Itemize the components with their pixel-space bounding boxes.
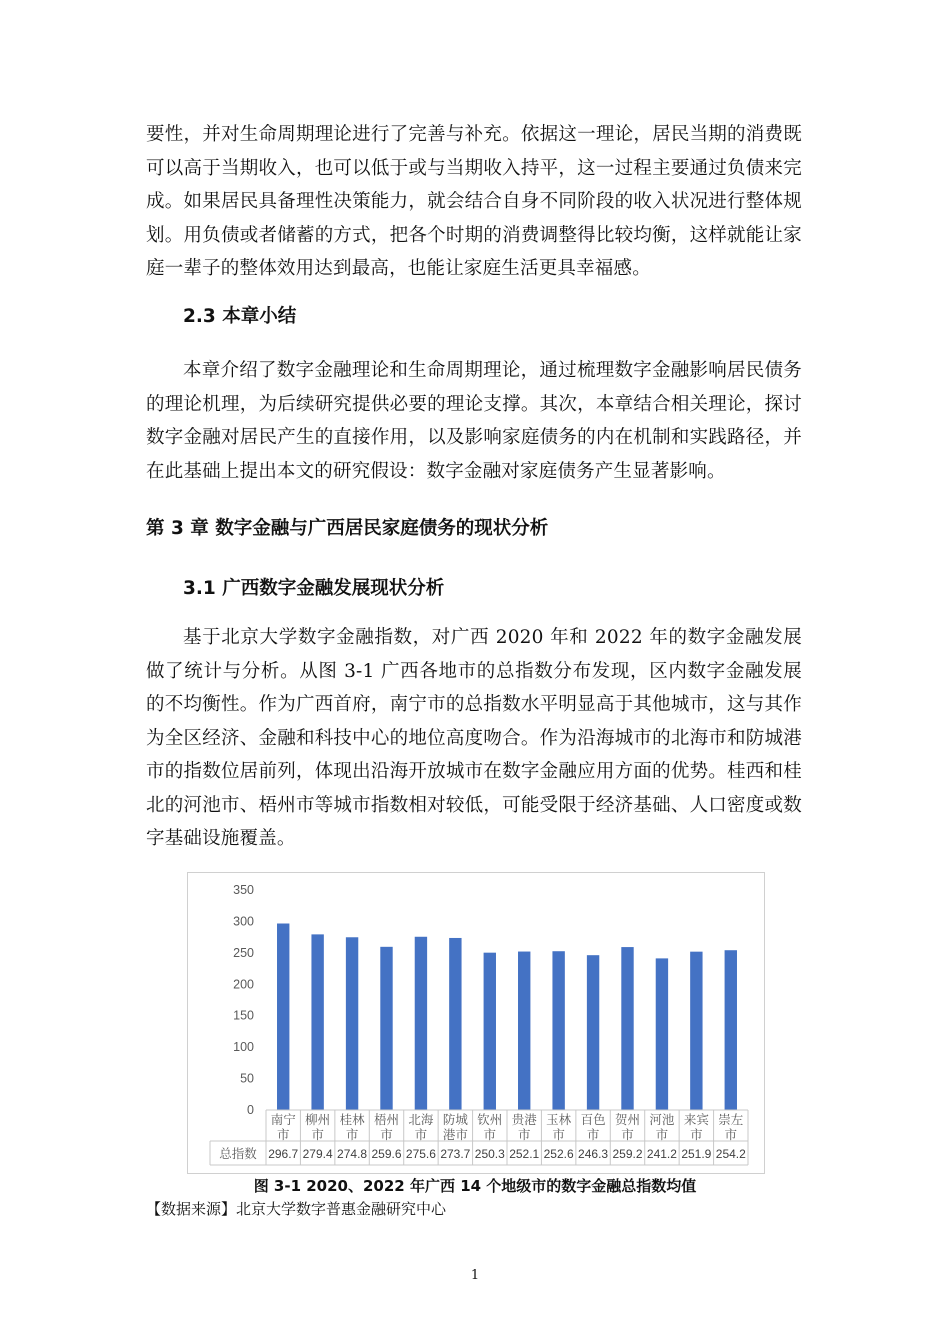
table-value-1: 279.4 bbox=[302, 1147, 333, 1161]
table-value-12: 251.9 bbox=[681, 1147, 712, 1161]
category-label-13-line-1: 市 bbox=[724, 1127, 738, 1142]
category-label-9-line-1: 市 bbox=[586, 1127, 600, 1142]
bar-3 bbox=[380, 947, 392, 1110]
table-value-11: 241.2 bbox=[646, 1147, 677, 1161]
bar-4 bbox=[415, 937, 427, 1110]
data-source-note: 【数据来源】北京大学数字普惠金融研究中心 bbox=[146, 1200, 447, 1218]
page-number: 1 bbox=[470, 1268, 480, 1283]
bar-11 bbox=[656, 958, 668, 1110]
category-label-3-line-0: 梧州 bbox=[373, 1112, 400, 1127]
paragraph-chapter-summary: 本章介绍了数字金融理论和生命周期理论，通过梳理数字金融影响居民债务的理论机理，为后续研究提供必要的理论支撑。其次，本章结合相关理论，探讨数字金融对居民产生的直接作用，以及影响家庭债务的内在机制和实践路径，并在此基础上提出本文的研究假设：数字金融对家庭债务产生显著影响。 bbox=[146, 360, 802, 482]
bar-5 bbox=[449, 938, 461, 1110]
bar-10 bbox=[621, 947, 633, 1110]
y-tick-label-5: 250 bbox=[233, 945, 254, 960]
bar-9 bbox=[587, 955, 599, 1110]
table-value-13: 254.2 bbox=[715, 1147, 746, 1161]
y-tick-label-4: 200 bbox=[233, 977, 254, 992]
category-label-11-line-1: 市 bbox=[655, 1127, 669, 1142]
category-label-1-line-1: 市 bbox=[311, 1127, 324, 1142]
bar-chart-svg bbox=[188, 873, 764, 1173]
category-label-10-line-1: 市 bbox=[621, 1127, 634, 1142]
bar-1 bbox=[311, 934, 323, 1110]
bar-2 bbox=[346, 937, 358, 1110]
bar-8 bbox=[552, 951, 564, 1110]
bar-0 bbox=[277, 924, 289, 1110]
category-label-5-line-0: 防城 bbox=[442, 1112, 468, 1127]
chapter-heading-3: 第 3 章 数字金融与广西居民家庭债务的现状分析 bbox=[146, 518, 549, 539]
category-label-3-line-1: 市 bbox=[380, 1127, 393, 1142]
bar-13 bbox=[725, 950, 737, 1110]
category-label-4-line-0: 北海 bbox=[408, 1112, 434, 1127]
table-value-7: 252.1 bbox=[509, 1147, 540, 1161]
table-value-9: 246.3 bbox=[578, 1147, 609, 1161]
section-heading-2-3: 2.3 本章小结 bbox=[183, 306, 297, 327]
category-label-12-line-1: 市 bbox=[690, 1127, 703, 1142]
table-series-name: 总指数 bbox=[219, 1146, 257, 1161]
bar-12 bbox=[690, 952, 702, 1110]
category-label-6-line-1: 市 bbox=[483, 1127, 497, 1142]
bar-7 bbox=[518, 952, 530, 1110]
category-label-5-line-1: 港市 bbox=[442, 1127, 468, 1142]
y-tick-label-7: 350 bbox=[233, 883, 254, 897]
y-tick-label-1: 50 bbox=[240, 1071, 254, 1086]
table-value-10: 259.2 bbox=[612, 1147, 643, 1161]
bar-6 bbox=[484, 953, 496, 1110]
category-label-0-line-1: 市 bbox=[276, 1127, 290, 1142]
category-label-4-line-1: 市 bbox=[414, 1127, 428, 1142]
y-tick-label-2: 100 bbox=[233, 1040, 254, 1055]
table-value-0: 296.7 bbox=[268, 1147, 299, 1161]
category-label-11-line-0: 河池 bbox=[649, 1112, 675, 1127]
category-label-2-line-0: 桂林 bbox=[339, 1112, 365, 1127]
category-label-8-line-1: 市 bbox=[552, 1127, 565, 1142]
category-label-13-line-0: 崇左 bbox=[718, 1112, 744, 1127]
category-label-12-line-0: 来宾 bbox=[683, 1112, 709, 1127]
y-tick-label-6: 300 bbox=[233, 914, 254, 929]
y-tick-label-3: 150 bbox=[233, 1008, 254, 1023]
section-heading-3-1: 3.1 广西数字金融发展现状分析 bbox=[183, 578, 445, 599]
table-value-8: 252.6 bbox=[543, 1147, 574, 1161]
category-label-10-line-0: 贺州 bbox=[614, 1112, 641, 1127]
y-tick-label-0: 0 bbox=[247, 1103, 254, 1117]
paragraph-life-cycle-theory: 要性，并对生命周期理论进行了完善与补充。依据这一理论，居民当期的消费既可以高于当期收入，也可以低于或与当期收入持平，这一过程主要通过负债来完成。如果居民具备理性决策能力，就会结合自身不同阶段的收入状况进行整体规划。用负债或者储蓄的方式，把各个时期的消费调整得比较均衡，这样就能让家庭一辈子的整体效用达到最高，也能让家庭生活更具幸福感。 bbox=[146, 124, 802, 279]
category-label-7-line-0: 贵港 bbox=[511, 1112, 537, 1127]
category-label-7-line-1: 市 bbox=[517, 1127, 531, 1142]
table-value-3: 259.6 bbox=[371, 1147, 402, 1161]
category-label-9-line-0: 百色 bbox=[580, 1112, 606, 1127]
paragraph-guangxi-analysis: 基于北京大学数字金融指数，对广西 2020 年和 2022 年的数字金融发展做了统计与分析。从图 3-1 广西各地市的总指数分布发现，区内数字金融发展的不均衡性。作为广西首府，南宁市的总指数水平明显高于其他城市，这与其作为全区经济、金融和科技中心的地位高度吻合。作为沿海城市的北海市和防城港市的指数位居前列，体现出沿海开放城市在数字金融应用方面的优势。桂西和桂北的河池市、梧州市等城市指数相对较低，可能受限于经济基础、人口密度或数字基础设施覆盖。 bbox=[146, 627, 802, 849]
table-value-4: 275.6 bbox=[405, 1147, 436, 1161]
bar-chart-figure-3-1 bbox=[187, 872, 765, 1174]
table-value-6: 250.3 bbox=[474, 1147, 505, 1161]
category-label-0-line-0: 南宁 bbox=[270, 1112, 296, 1127]
table-value-5: 273.7 bbox=[440, 1147, 471, 1161]
table-value-2: 274.8 bbox=[337, 1147, 368, 1161]
category-label-8-line-0: 玉林 bbox=[546, 1112, 572, 1127]
category-label-2-line-1: 市 bbox=[345, 1127, 359, 1142]
category-label-6-line-0: 钦州 bbox=[477, 1112, 503, 1127]
category-label-1-line-0: 柳州 bbox=[305, 1112, 331, 1127]
figure-caption: 图 3-1 2020、2022 年广西 14 个地级市的数字金融总指数均值 bbox=[253, 1177, 697, 1195]
